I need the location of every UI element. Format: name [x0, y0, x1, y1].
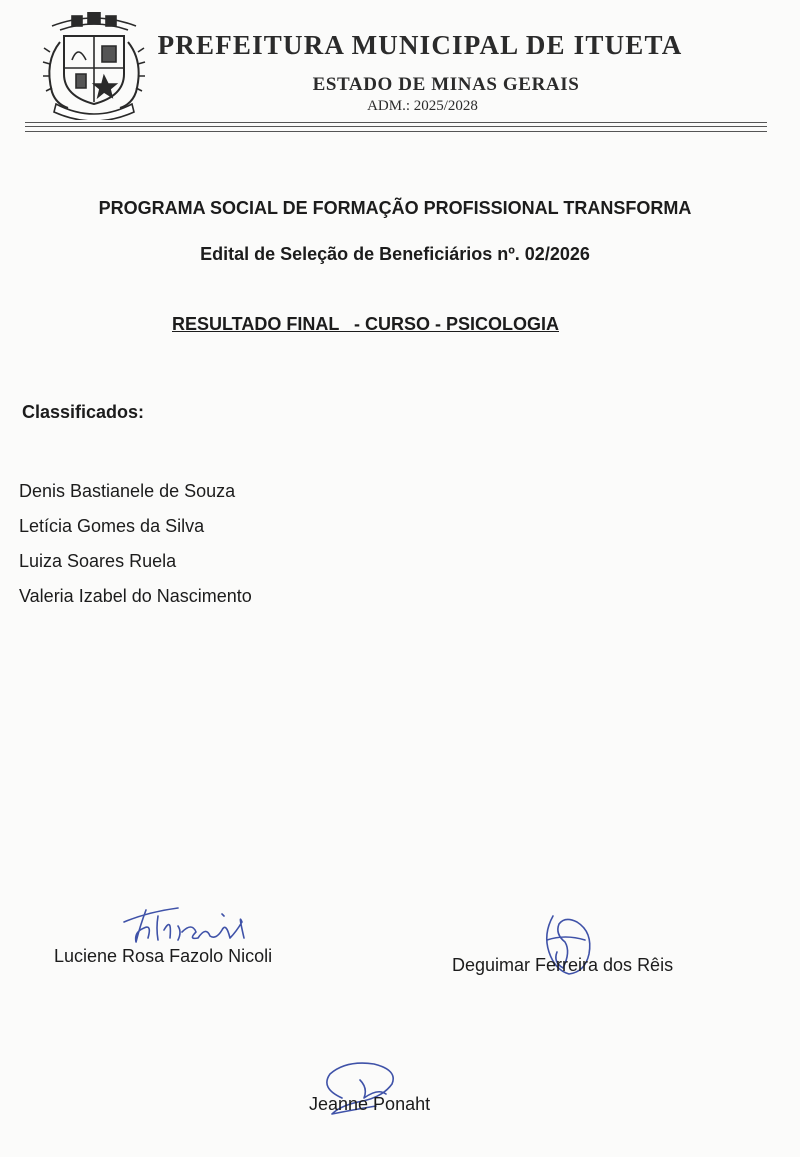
- administration-term: ADM.: 2025/2028: [367, 98, 478, 114]
- list-item: Letícia Gomes da Silva: [19, 516, 205, 536]
- signature-name-deguimar: Deguimar Ferreira dos Rêis: [452, 955, 674, 975]
- result-title: RESULTADO FINAL - CURSO - PSICOLOGIA: [172, 314, 559, 334]
- classified-list: [19, 479, 252, 619]
- edital-number: Edital de Seleção de Beneficiários nº. 02/2026: [200, 244, 590, 264]
- signature-name-jeanne: Jeanne Ponaht: [309, 1094, 431, 1114]
- municipality-title: PREFEITURA MUNICIPAL DE ITUETA: [157, 30, 683, 60]
- classified-label: Classificados:: [22, 402, 145, 422]
- header-divider: [25, 122, 767, 123]
- signature-name-luciene: Luciene Rosa Fazolo Nicoli: [54, 946, 273, 966]
- list-item: Luiza Soares Ruela: [19, 551, 177, 571]
- list-item: Valeria Izabel do Nascimento: [19, 586, 252, 606]
- header-divider-lower: [25, 131, 767, 132]
- state-name: ESTADO DE MINAS GERAIS: [312, 74, 580, 95]
- list-item: Denis Bastianele de Souza: [19, 481, 236, 501]
- program-title: PROGRAMA SOCIAL DE FORMAÇÃO PROFISSIONAL TRANSFORMA: [98, 198, 692, 218]
- header-divider-inner: [25, 126, 767, 127]
- signature-scribble-nicoli: [118, 892, 268, 950]
